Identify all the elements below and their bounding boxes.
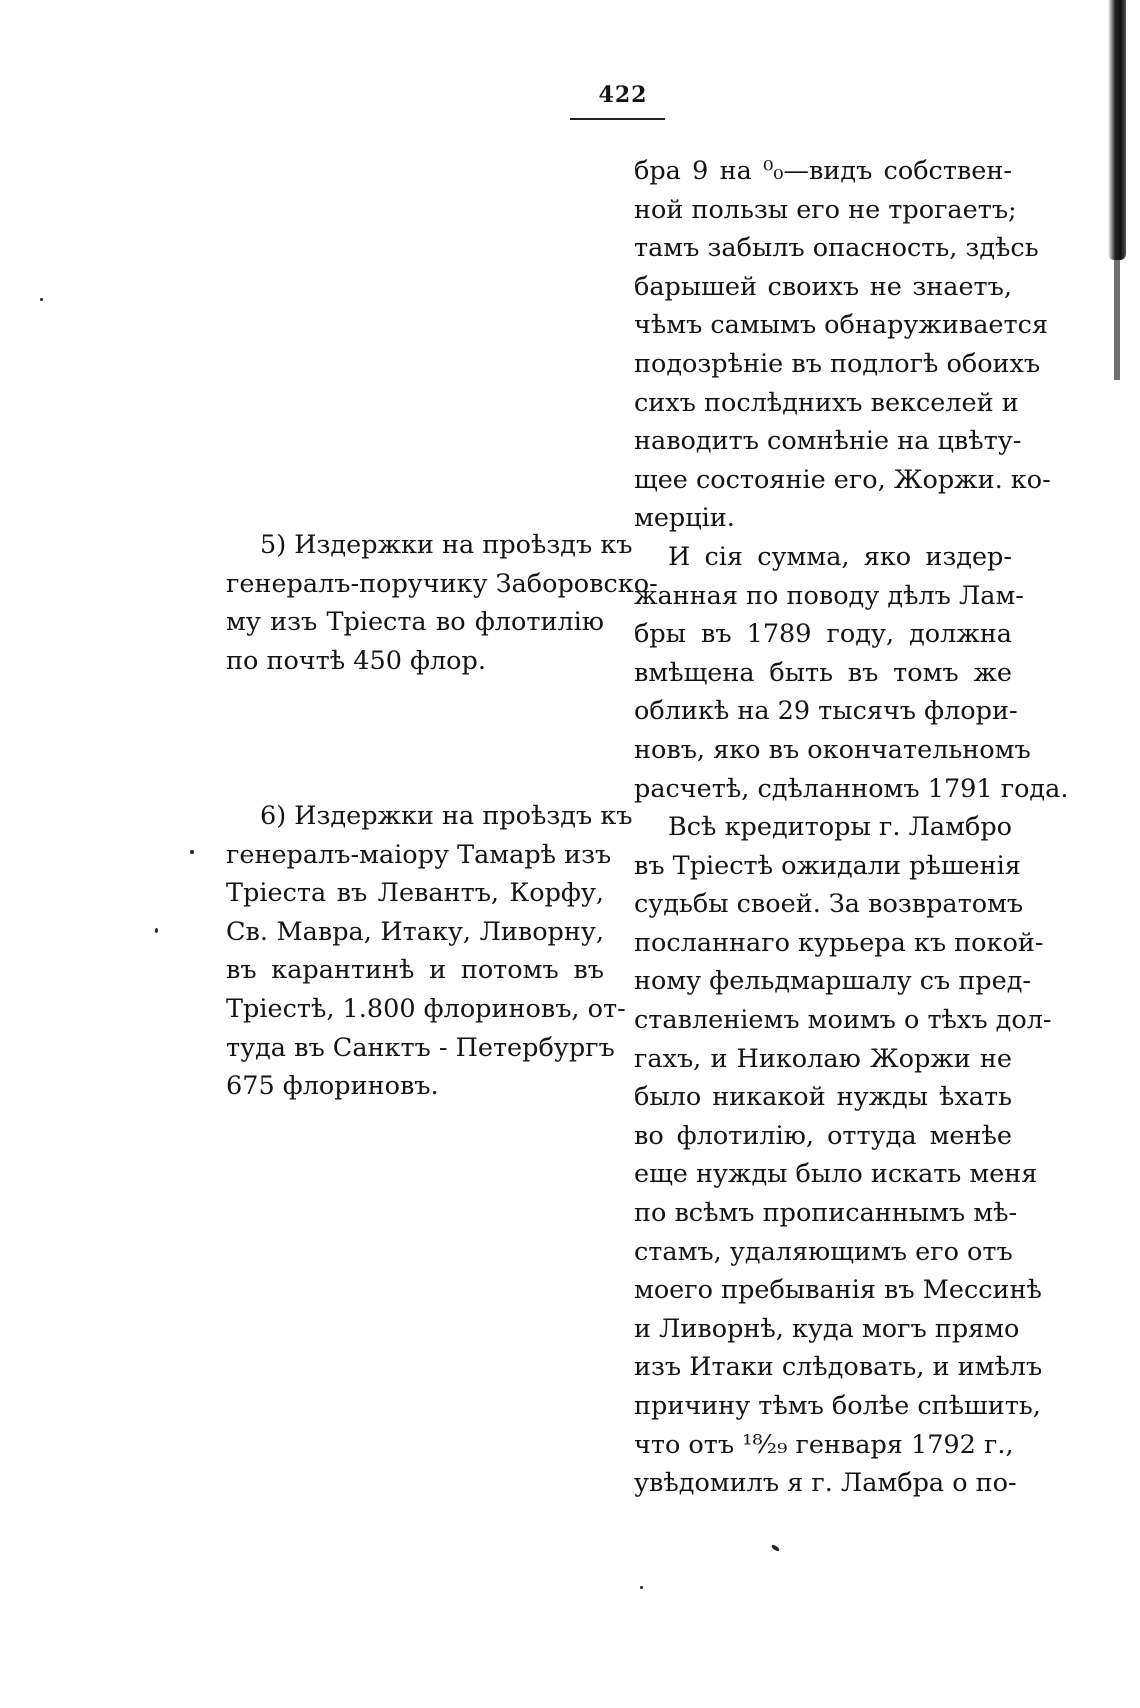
footnote-line: Тріеста въ Левантъ, Корфу, — [226, 878, 604, 909]
footnote-line: Св. Мавра, Итаку, Ливорну, — [226, 916, 604, 947]
text-line: барышей своихъ не знаетъ, — [634, 271, 1012, 302]
scan-speck — [640, 1586, 643, 1589]
text-line: и Ливорнѣ, куда могъ прямо — [634, 1313, 1020, 1344]
text-line: подозрѣніе въ подлогѣ обоихъ — [634, 348, 1041, 379]
footnote-line: по почтѣ 450 флор. — [226, 645, 486, 676]
text-line: Всѣ кредиторы г. Ламбро — [668, 812, 1012, 843]
text-line: судьбы своей. За возвратомъ — [634, 889, 1024, 920]
text-line: увѣдомилъ я г. Ламбра о по- — [634, 1468, 1017, 1499]
text-line: чѣмъ самымъ обнаруживается — [634, 310, 1048, 341]
text-line: стамъ, удаляющимъ его отъ — [634, 1236, 1013, 1267]
text-line: еще нужды было искать меня — [634, 1159, 1038, 1190]
text-line: щее состояніе его, Жоржи. ко- — [634, 464, 1051, 495]
footnote-line: генералъ-поручику Заборовско- — [226, 568, 658, 599]
text-line: ной пользы его не трогаетъ; — [634, 194, 1017, 225]
text-line: въ Тріестѣ ожидали рѣшенія — [634, 850, 1021, 881]
text-line: вмѣщена быть въ томъ же — [634, 657, 1012, 688]
text-line: И сія сумма, яко издер- — [668, 541, 1012, 572]
text-line: жанная по поводу дѣлъ Лам- — [634, 580, 1024, 611]
footnote-line: 6) Издержки на проѣздъ къ — [260, 801, 633, 831]
text-line: бра 9 на ⁰₀—видъ собствен- — [634, 156, 1012, 186]
page-number: 422 — [598, 82, 648, 108]
text-line: мерціи. — [634, 503, 735, 534]
page-number-rule — [570, 118, 665, 120]
text-line: посланнаго курьера къ покой- — [634, 927, 1044, 958]
text-line: по всѣмъ прописаннымъ мѣ- — [634, 1198, 1018, 1229]
text-line: причину тѣмъ болѣе спѣшить, — [634, 1391, 1041, 1421]
footnote-line: генералъ-маіору Тамарѣ изъ — [226, 839, 612, 870]
footnote-line: 675 флориновъ. — [226, 1071, 439, 1102]
text-line: ставленіемъ моимъ о тѣхъ дол- — [634, 1005, 1052, 1036]
scan-speck — [771, 1544, 781, 1552]
text-line: во флотилію, оттуда менѣе — [634, 1120, 1012, 1151]
scan-speck — [190, 850, 194, 854]
text-line: обликѣ на 29 тысячъ флори- — [634, 696, 1018, 727]
text-line: тамъ забылъ опасность, здѣсь — [634, 233, 1039, 264]
scan-speck — [40, 298, 43, 301]
footnote-6 — [226, 797, 633, 1106]
footnote-line: му изъ Тріеста во флотилію — [226, 607, 604, 638]
footnote-5 — [226, 526, 658, 680]
text-line: гахъ, и Николаю Жоржи не — [634, 1043, 1012, 1074]
text-line: сихъ послѣднихъ векселей и — [634, 387, 1019, 418]
text-line: что отъ ¹⁸⁄₂₉ генваря 1792 г., — [634, 1429, 1014, 1460]
footnote-line: туда въ Санктъ - Петербургъ — [226, 1032, 615, 1063]
scan-edge-shadow-lower — [1114, 260, 1120, 380]
footnote-line: въ карантинѣ и потомъ въ — [226, 955, 604, 986]
text-line: новъ, яко въ окончательномъ — [634, 734, 1031, 765]
text-line: моего пребыванія въ Мессинѣ — [634, 1275, 1042, 1306]
text-line: расчетѣ, сдѣланномъ 1791 года. — [634, 773, 1069, 804]
scan-speck — [155, 928, 158, 933]
text-line: было никакой нужды ѣхать — [634, 1082, 1012, 1113]
text-line: ному фельдмаршалу съ пред- — [634, 966, 1032, 997]
footnote-line: 5) Издержки на проѣздъ къ — [260, 530, 633, 560]
scan-edge-shadow — [1108, 0, 1126, 260]
footnote-line: Тріестѣ, 1.800 флориновъ, от- — [226, 993, 626, 1024]
text-line: изъ Итаки слѣдовать, и имѣлъ — [634, 1352, 1043, 1383]
text-line: бры въ 1789 году, должна — [634, 619, 1012, 650]
text-line: наводитъ сомнѣніе на цвѣту- — [634, 426, 1022, 457]
main-text-column — [634, 152, 1069, 1503]
